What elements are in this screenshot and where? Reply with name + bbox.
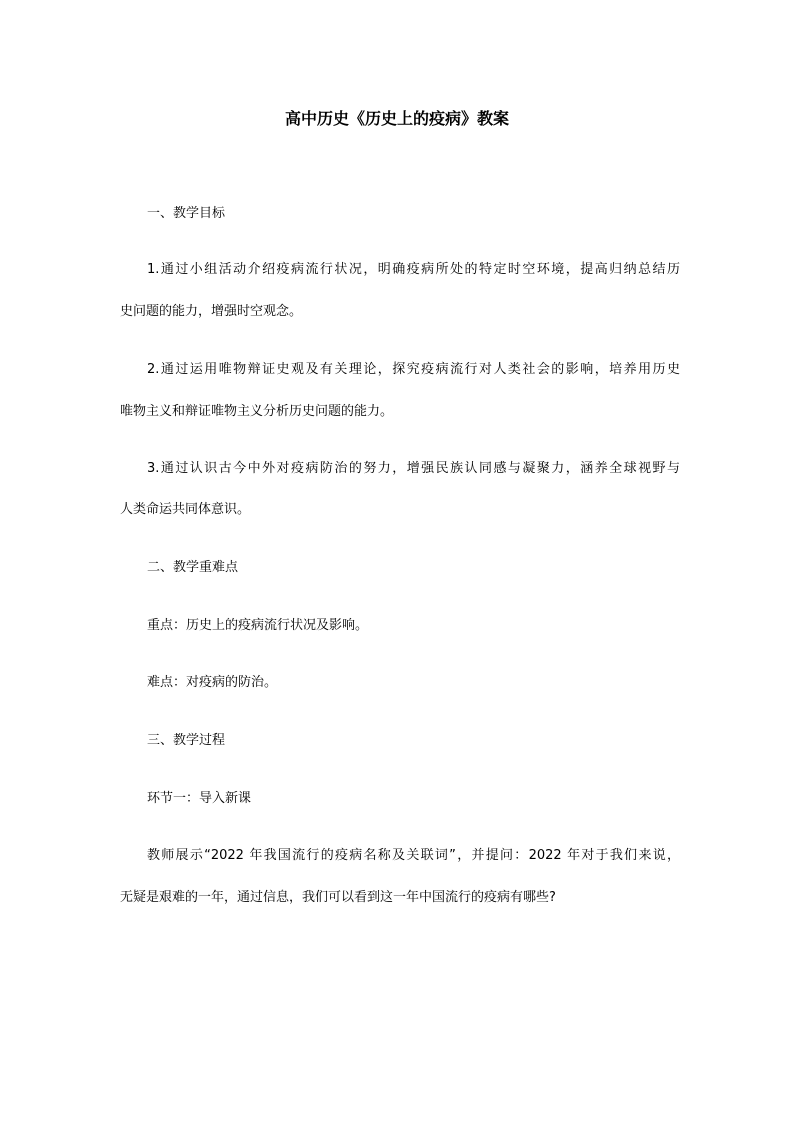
section-heading-process: 三、教学过程	[147, 733, 226, 748]
goal-3-line-1: 3.通过认识古今中外对疫病防治的努力，增强民族认同感与凝聚力，涵养全球视野与	[147, 461, 680, 476]
goal-1-line-2: 史问题的能力，增强时空观念。	[120, 304, 303, 319]
document-title: 高中历史《历史上的疫病》教案	[284, 109, 509, 128]
step-1-heading: 环节一：导入新课	[147, 791, 252, 806]
step-1-paragraph-line-1: 教师展示“2022 年我国流行的疫病名称及关联词”，并提问：2022 年对于我们来说，	[147, 848, 680, 863]
goal-2-line-1: 2.通过运用唯物辩证史观及有关理论，探究疫病流行对人类社会的影响，培养用历史	[147, 362, 680, 377]
difficult-point-text: 难点：对疫病的防治。	[147, 675, 278, 690]
section-heading-key-points: 二、教学重难点	[147, 560, 239, 575]
goal-1-line-1: 1.通过小组活动介绍疫病流行状况，明确疫病所处的特定时空环境，提高归纳总结历	[147, 262, 680, 277]
key-point-text: 重点：历史上的疫病流行状况及影响。	[147, 618, 369, 633]
section-heading-goals: 一、教学目标	[147, 206, 226, 221]
goal-2-line-2: 唯物主义和辩证唯物主义分析历史问题的能力。	[120, 404, 394, 419]
goal-3-line-2: 人类命运共同体意识。	[120, 502, 251, 517]
step-1-paragraph-line-2: 无疑是艰难的一年，通过信息，我们可以看到这一年中国流行的疫病有哪些?	[120, 890, 556, 905]
